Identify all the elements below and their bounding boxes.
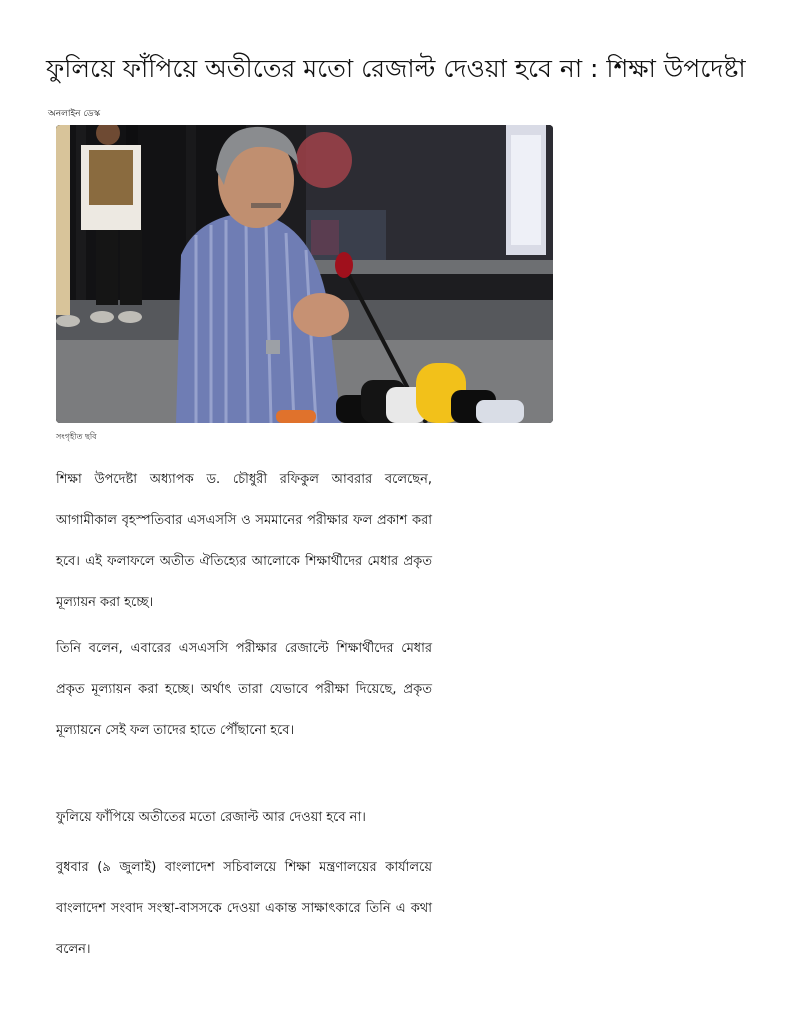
- article-paragraph: শিক্ষা উপদেষ্টা অধ্যাপক ড. চৌধুরী রফিকুল আবরার বলেছেন, আগামীকাল বৃহস্পতিবার এসএসসি ও সমমানের পরীক্ষার ফল প্রকাশ করা হবে। এই ফলাফলে অতীত ঐতিহ্যের আলোকে শিক্ষার্থীদের মেধার প্রকৃত মূল্যায়ন করা হচ্ছে।: [56, 472, 432, 610]
- photo-illustration: [56, 125, 553, 423]
- article-paragraph: তিনি বলেন, এবারের এসএসসি পরীক্ষার রেজাল্টে শিক্ষার্থীদের মেধার প্রকৃত মূল্যায়ন করা হচ্ছে। অর্থাৎ তারা যেভাবে পরীক্ষা দিয়েছে, প্রকৃত মূল্যায়নে সেই ফল তাদের হাতে পৌঁছানো হবে।: [56, 641, 432, 738]
- article-paragraph: বুধবার (৯ জুলাই) বাংলাদেশ সচিবালয়ে শিক্ষা মন্ত্রণালয়ের কার্যালয়ে বাংলাদেশ সংবাদ সংস্থা-বাসসকে দেওয়া একান্ত সাক্ষাৎকারে তিনি এ কথা বলেন।: [56, 860, 432, 957]
- byline: অনলাইন ডেস্ক: [48, 109, 101, 119]
- article-paragraph: ফুলিয়ে ফাঁপিয়ে অতীতের মতো রেজাল্ট আর দেওয়া হবে না।: [56, 810, 366, 825]
- article-headline: ফুলিয়ে ফাঁপিয়ে অতীতের মতো রেজাল্ট দেওয়া হবে না : শিক্ষা উপদেষ্টা: [46, 54, 746, 83]
- photo-caption: সংগৃহীত ছবি: [56, 432, 97, 441]
- article-photo: [56, 125, 553, 423]
